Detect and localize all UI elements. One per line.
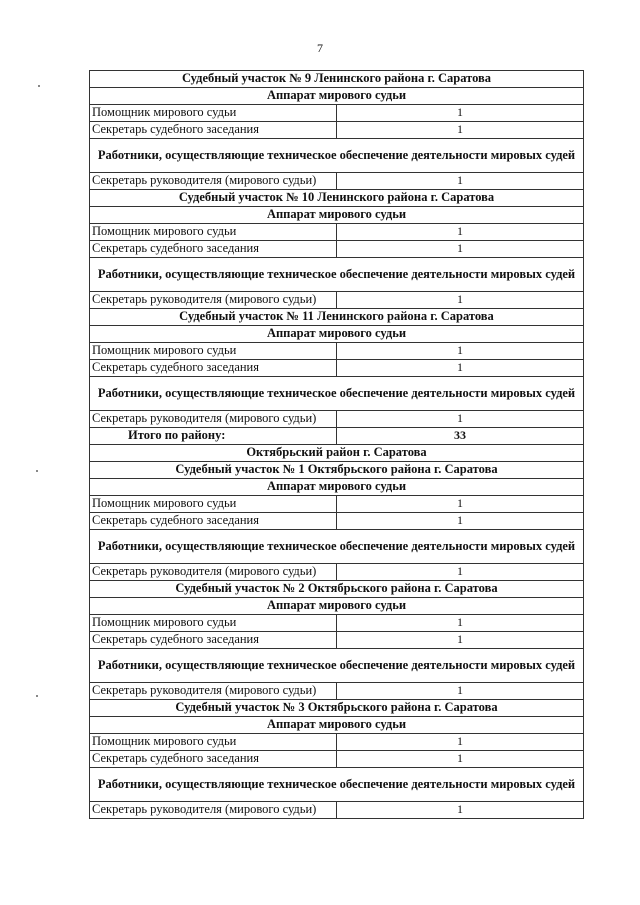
section-heading-row bbox=[90, 581, 584, 598]
position-count: 1 bbox=[337, 241, 584, 258]
staffing-table bbox=[89, 70, 584, 819]
position-count: 1 bbox=[337, 734, 584, 751]
position-name: Секретарь судебного заседания bbox=[90, 751, 337, 768]
table-row bbox=[90, 411, 584, 428]
table-row bbox=[90, 632, 584, 649]
position-name: Секретарь руководителя (мирового судьи) bbox=[90, 683, 337, 700]
staffing-table-body bbox=[90, 71, 584, 819]
section-heading: Судебный участок № 10 Ленинского района г. Саратова bbox=[90, 190, 584, 207]
section-heading-row bbox=[90, 258, 584, 292]
position-count: 1 bbox=[337, 360, 584, 377]
position-count: 1 bbox=[337, 496, 584, 513]
position-name: Секретарь руководителя (мирового судьи) bbox=[90, 564, 337, 581]
margin-dot bbox=[38, 85, 40, 87]
position-count: 1 bbox=[337, 615, 584, 632]
position-count: 1 bbox=[337, 411, 584, 428]
table-row bbox=[90, 751, 584, 768]
section-heading: Работники, осуществляющие техническое обеспечение деятельности мировых судей bbox=[90, 768, 584, 802]
section-heading: Октябрьский район г. Саратова bbox=[90, 445, 584, 462]
section-heading-row bbox=[90, 462, 584, 479]
section-heading-row bbox=[90, 326, 584, 343]
table-row bbox=[90, 241, 584, 258]
position-count: 1 bbox=[337, 343, 584, 360]
position-count: 1 bbox=[337, 683, 584, 700]
section-heading: Аппарат мирового судьи bbox=[90, 207, 584, 224]
section-heading-row bbox=[90, 139, 584, 173]
position-name: Секретарь судебного заседания bbox=[90, 513, 337, 530]
section-heading: Работники, осуществляющие техническое обеспечение деятельности мировых судей bbox=[90, 649, 584, 683]
table-row bbox=[90, 564, 584, 581]
position-count: 1 bbox=[337, 751, 584, 768]
position-count: 1 bbox=[337, 224, 584, 241]
table-row bbox=[90, 105, 584, 122]
section-heading: Аппарат мирового судьи bbox=[90, 88, 584, 105]
position-count: 1 bbox=[337, 105, 584, 122]
position-name: Помощник мирового судьи bbox=[90, 343, 337, 360]
margin-dot bbox=[36, 470, 38, 472]
section-heading: Судебный участок № 9 Ленинского района г. Саратова bbox=[90, 71, 584, 88]
section-heading-row bbox=[90, 717, 584, 734]
section-heading-row bbox=[90, 445, 584, 462]
section-heading: Работники, осуществляющие техническое обеспечение деятельности мировых судей bbox=[90, 258, 584, 292]
table-row bbox=[90, 343, 584, 360]
section-heading: Судебный участок № 3 Октябрьского района г. Саратова bbox=[90, 700, 584, 717]
section-heading-row bbox=[90, 598, 584, 615]
section-heading-row bbox=[90, 768, 584, 802]
section-heading-row bbox=[90, 700, 584, 717]
position-count: 1 bbox=[337, 122, 584, 139]
position-count: 1 bbox=[337, 632, 584, 649]
position-name: Секретарь руководителя (мирового судьи) bbox=[90, 173, 337, 190]
section-heading-row bbox=[90, 71, 584, 88]
position-name: Секретарь руководителя (мирового судьи) bbox=[90, 411, 337, 428]
section-heading: Аппарат мирового судьи bbox=[90, 479, 584, 496]
position-name: Помощник мирового судьи bbox=[90, 615, 337, 632]
position-name: Помощник мирового судьи bbox=[90, 224, 337, 241]
section-heading-row bbox=[90, 88, 584, 105]
section-heading-row bbox=[90, 190, 584, 207]
table-row bbox=[90, 360, 584, 377]
table-row bbox=[90, 496, 584, 513]
table-row bbox=[90, 734, 584, 751]
position-name: Секретарь судебного заседания bbox=[90, 632, 337, 649]
table-row bbox=[90, 802, 584, 819]
section-heading: Судебный участок № 2 Октябрьского района г. Саратова bbox=[90, 581, 584, 598]
position-name: Секретарь руководителя (мирового судьи) bbox=[90, 292, 337, 309]
table-row bbox=[90, 683, 584, 700]
position-count: 1 bbox=[337, 513, 584, 530]
position-name: Секретарь судебного заседания bbox=[90, 122, 337, 139]
total-count: 33 bbox=[337, 428, 584, 445]
position-count: 1 bbox=[337, 564, 584, 581]
position-name: Секретарь руководителя (мирового судьи) bbox=[90, 802, 337, 819]
section-heading: Аппарат мирового судьи bbox=[90, 598, 584, 615]
position-name: Помощник мирового судьи bbox=[90, 734, 337, 751]
section-heading-row bbox=[90, 377, 584, 411]
position-count: 1 bbox=[337, 802, 584, 819]
section-heading-row bbox=[90, 207, 584, 224]
position-name: Помощник мирового судьи bbox=[90, 105, 337, 122]
table-row bbox=[90, 173, 584, 190]
section-heading: Аппарат мирового судьи bbox=[90, 717, 584, 734]
section-heading: Судебный участок № 1 Октябрьского района г. Саратова bbox=[90, 462, 584, 479]
section-heading: Работники, осуществляющие техническое обеспечение деятельности мировых судей bbox=[90, 377, 584, 411]
section-heading: Работники, осуществляющие техническое обеспечение деятельности мировых судей bbox=[90, 139, 584, 173]
position-name: Секретарь судебного заседания bbox=[90, 360, 337, 377]
margin-dot bbox=[36, 695, 38, 697]
section-heading-row bbox=[90, 649, 584, 683]
table-row bbox=[90, 224, 584, 241]
total-row bbox=[90, 428, 584, 445]
section-heading-row bbox=[90, 530, 584, 564]
table-row bbox=[90, 615, 584, 632]
table-row bbox=[90, 513, 584, 530]
section-heading-row bbox=[90, 479, 584, 496]
section-heading: Аппарат мирового судьи bbox=[90, 326, 584, 343]
table-row bbox=[90, 292, 584, 309]
position-count: 1 bbox=[337, 292, 584, 309]
position-name: Помощник мирового судьи bbox=[90, 496, 337, 513]
section-heading: Судебный участок № 11 Ленинского района г. Саратова bbox=[90, 309, 584, 326]
position-count: 1 bbox=[337, 173, 584, 190]
total-label: Итого по району: bbox=[90, 428, 337, 445]
section-heading: Работники, осуществляющие техническое обеспечение деятельности мировых судей bbox=[90, 530, 584, 564]
page-number: 7 bbox=[317, 41, 323, 55]
position-name: Секретарь судебного заседания bbox=[90, 241, 337, 258]
section-heading-row bbox=[90, 309, 584, 326]
table-row bbox=[90, 122, 584, 139]
